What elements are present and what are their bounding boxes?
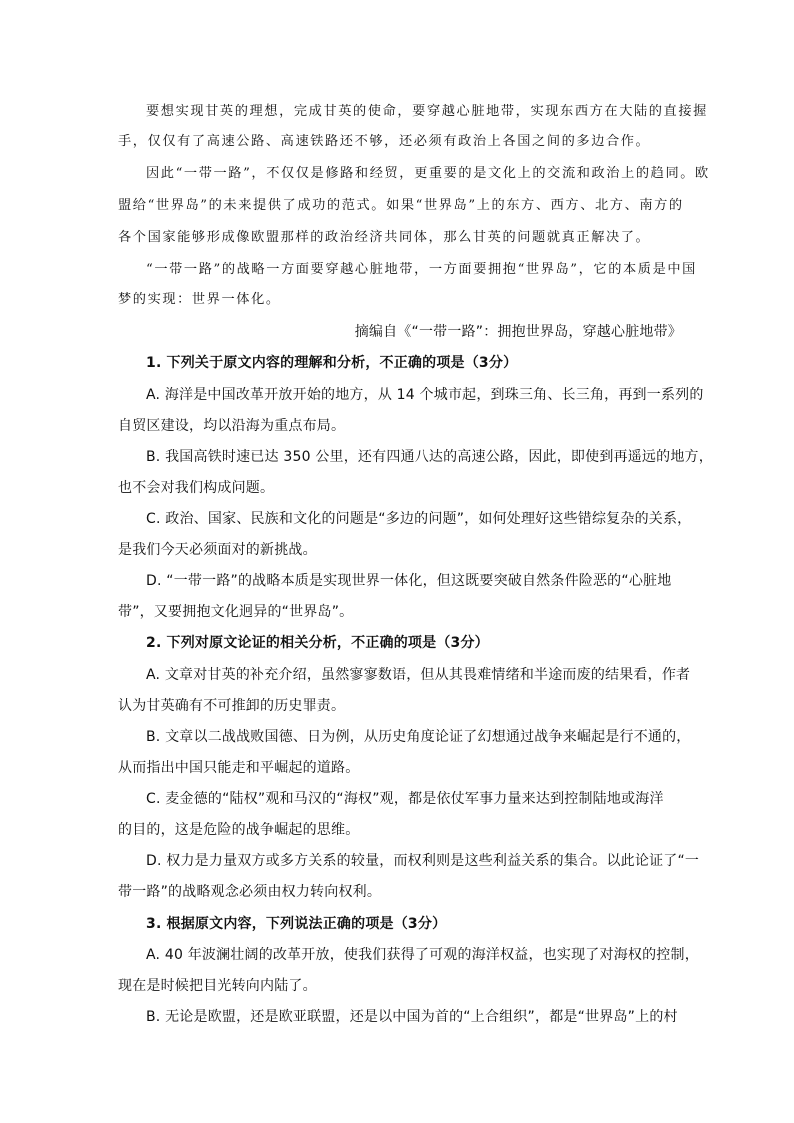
question-3-option-a: A. 40 年波澜壮阔的改革开放，使我们获得了可观的海洋权益，也实现了对海权的控制， (146, 947, 699, 963)
passage-line: 手，仅仅有了高速公路、高速铁路还不够，还必须有政治上各国之间的多边合作。 (118, 134, 651, 149)
question-3-option-b: B. 无论是欧盟，还是欧亚联盟，还是以中国为首的“上合组织”，都是“世界岛”上的村 (146, 1009, 678, 1025)
question-2-option-a: A. 文章对甘英的补充介绍，虽然寥寥数语，但从其畏难情绪和半途而废的结果看，作者 (146, 667, 691, 683)
question-3-title: 3. 根据原文内容，下列说法正确的项是（3分） (146, 916, 447, 932)
question-3-option-a-cont: 现在是时候把目光转向内陆了。 (118, 978, 317, 994)
question-1-option-a: A. 海洋是中国改革开放开始的地方，从 14 个城市起，到珠三角、长三角，再到一系列的 (146, 387, 704, 403)
passage-line: 因此“一带一路”，不仅仅是修路和经贸，更重要的是文化上的交流和政治上的趋同。欧 (146, 166, 710, 181)
question-1-option-c-cont: 是我们今天必须面对的新挑战。 (118, 542, 317, 558)
question-1-option-c: C. 政治、国家、民族和文化的问题是“多边的问题”，如何处理好这些错综复杂的关系， (146, 511, 692, 527)
question-1-option-a-cont: 自贸区建设，均以沿海为重点布局。 (118, 418, 346, 434)
question-2-option-a-cont: 认为甘英确有不可推卸的历史罪责。 (118, 698, 346, 714)
question-2-option-d: D. 权力是力量双方或多方关系的较量，而权利则是这些利益关系的集合。以此论证了“一 (146, 853, 700, 869)
question-1-option-d-cont: 带”，又要拥抱文化迥异的“世界岛”。 (118, 604, 354, 620)
question-1-option-b-cont: 也不会对我们构成问题。 (118, 480, 275, 496)
question-2-option-c-cont: 的目的，这是危险的战争崛起的思维。 (118, 822, 360, 838)
question-2-title: 2. 下列对原文论证的相关分析，不正确的项是（3分） (146, 635, 489, 651)
question-1-option-d: D. “一带一路”的战略本质是实现世界一体化，但这既要突破自然条件险恶的“心脏地 (146, 573, 672, 589)
passage-line: 要想实现甘英的理想，完成甘英的使命，要穿越心脏地带，实现东西方在大陆的直接握 (146, 104, 708, 119)
question-2-option-c: C. 麦金德的“陆权”观和马汉的“海权”观，都是依仗军事力量来达到控制陆地或海洋 (146, 791, 664, 807)
passage-line: “一带一路”的战略一方面要穿越心脏地带，一方面要拥抱“世界岛”，它的本质是中国 (146, 262, 697, 277)
question-2-option-d-cont: 带一路”的战略观念必须由权力转向权利。 (118, 884, 382, 900)
passage-source: 摘编自《“一带一路”：拥抱世界岛，穿越心脏地带》 (354, 324, 682, 340)
passage-line: 盟给“世界岛”的未来提供了成功的范式。如果“世界岛”上的东方、西方、北方、南方的 (118, 198, 684, 213)
question-1-option-b: B. 我国高铁时速已达 350 公里，还有四通八达的高速公路，因此，即使到再遥远的地方， (146, 449, 713, 465)
passage-line: 梦的实现：世界一体化。 (118, 292, 281, 307)
question-2-option-b-cont: 从而指出中国只能走和平崛起的道路。 (118, 760, 360, 776)
passage-line: 各个国家能够形成像欧盟那样的政治经济共同体，那么甘英的问题就真正解决了。 (118, 230, 651, 245)
question-1-title: 1. 下列关于原文内容的理解和分析，不正确的项是（3分） (146, 355, 518, 371)
question-2-option-b: B. 文章以二战战败国德、日为例，从历史角度论证了幻想通过战争来崛起是行不通的， (146, 729, 691, 745)
